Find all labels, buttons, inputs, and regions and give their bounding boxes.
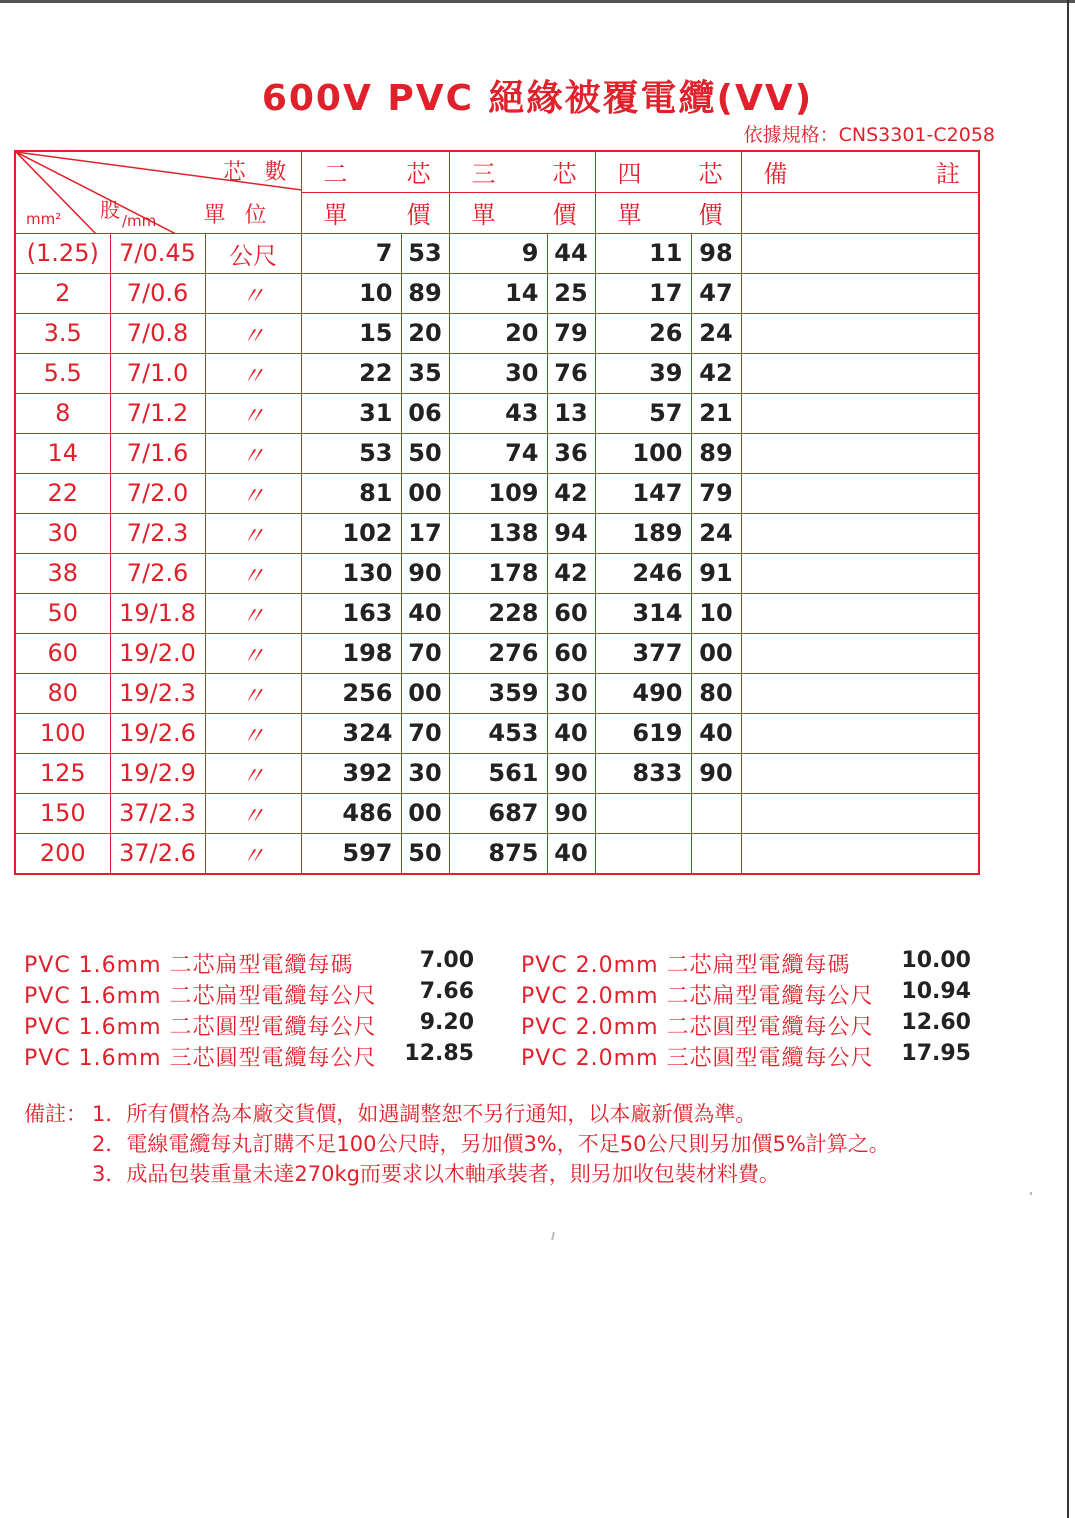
four-core-price-int: 619	[595, 713, 691, 753]
three-core-price-dec: 60	[547, 633, 595, 673]
row-unit: 〃	[205, 353, 301, 393]
row-strand: 19/2.3	[110, 673, 205, 713]
row-remarks	[741, 313, 979, 353]
extra-price: 7.00	[419, 948, 474, 973]
four-core-price-int: 490	[595, 673, 691, 713]
three-core-price-int: 359	[449, 673, 547, 713]
three-core-price-dec: 79	[547, 313, 595, 353]
unit-price-char-1: 單	[471, 201, 496, 229]
three-core-price-int: 228	[449, 593, 547, 633]
two-core-price-int: 130	[301, 553, 401, 593]
two-core-price-int: 53	[301, 433, 401, 473]
unit-price-char-2: 價	[698, 201, 723, 229]
header-diagonal-cell	[15, 151, 301, 233]
three-core-price-dec: 42	[547, 553, 595, 593]
four-core-price-int: 100	[595, 433, 691, 473]
header-two-core-char-1: 二	[323, 160, 348, 189]
row-remarks	[741, 353, 979, 393]
header-mm2-label: mm²	[26, 210, 62, 228]
header-three-core-char-1: 三	[471, 160, 496, 189]
extra-price: 12.60	[901, 1010, 971, 1035]
two-core-price-dec: 35	[401, 353, 449, 393]
three-core-price-int: 14	[449, 273, 547, 313]
scan-edge-top	[0, 0, 1075, 3]
three-core-price-int: 43	[449, 393, 547, 433]
header-cores-label: 芯 數	[223, 160, 293, 185]
two-core-price-dec: 00	[401, 673, 449, 713]
extra-row	[24, 1041, 984, 1072]
row-size: 150	[15, 793, 110, 833]
extra-label: PVC 2.0mm 二芯扁型電纜每碼	[521, 953, 851, 978]
four-core-price-int: 147	[595, 473, 691, 513]
scan-edge-right	[1067, 0, 1069, 1518]
extra-label: PVC 1.6mm 三芯圓型電纜每公尺	[24, 1046, 377, 1071]
two-core-price-int: 198	[301, 633, 401, 673]
two-core-price-int: 102	[301, 513, 401, 553]
row-size: 3.5	[15, 313, 110, 353]
four-core-price-int: 833	[595, 753, 691, 793]
row-unit: 公尺	[205, 233, 301, 273]
two-core-price-int: 256	[301, 673, 401, 713]
row-size: 100	[15, 713, 110, 753]
document-title: 600V PVC 絕緣被覆電纜(VV)	[261, 78, 814, 119]
row-strand: 7/2.6	[110, 553, 205, 593]
two-core-price-dec: 53	[401, 233, 449, 273]
three-core-price-int: 875	[449, 833, 547, 874]
four-core-price-dec	[691, 833, 741, 874]
header-three-core-char-2: 芯	[552, 160, 577, 189]
three-core-price-dec: 60	[547, 593, 595, 633]
price-rows	[15, 233, 979, 874]
extra-row	[24, 979, 984, 1010]
four-core-price-int: 314	[595, 593, 691, 633]
two-core-price-dec: 50	[401, 833, 449, 874]
row-size: 60	[15, 633, 110, 673]
two-core-price-dec: 00	[401, 473, 449, 513]
price-table	[14, 150, 980, 875]
three-core-price-int: 561	[449, 753, 547, 793]
row-strand: 19/2.0	[110, 633, 205, 673]
two-core-price-dec: 89	[401, 273, 449, 313]
table-row	[15, 473, 979, 513]
row-remarks	[741, 553, 979, 593]
three-core-price-int: 453	[449, 713, 547, 753]
table-row	[15, 713, 979, 753]
two-core-price-int: 15	[301, 313, 401, 353]
two-core-price-dec: 70	[401, 633, 449, 673]
three-core-price-int: 20	[449, 313, 547, 353]
two-core-price-int: 7	[301, 233, 401, 273]
four-core-price-dec: 80	[691, 673, 741, 713]
row-size: 14	[15, 433, 110, 473]
four-core-price-int: 57	[595, 393, 691, 433]
row-strand: 7/0.45	[110, 233, 205, 273]
header-two-core	[301, 151, 449, 192]
row-unit: 〃	[205, 673, 301, 713]
two-core-price-dec: 30	[401, 753, 449, 793]
row-size: 22	[15, 473, 110, 513]
four-core-price-dec: 47	[691, 273, 741, 313]
two-core-price-dec: 17	[401, 513, 449, 553]
two-core-price-int: 392	[301, 753, 401, 793]
row-unit: 〃	[205, 473, 301, 513]
extra-price: 7.66	[419, 979, 474, 1004]
note-item: 3．成品包裝重量未達270kg而要求以木軸承裝者，則另加收包裝材料費。	[92, 1162, 780, 1186]
row-strand: 19/1.8	[110, 593, 205, 633]
extra-label: PVC 2.0mm 二芯扁型電纜每公尺	[521, 984, 874, 1009]
note-line-1	[24, 1098, 1014, 1128]
table-row	[15, 273, 979, 313]
row-size: 2	[15, 273, 110, 313]
header-four-core-char-1: 四	[617, 160, 642, 189]
extra-label: PVC 1.6mm 二芯扁型電纜每碼	[24, 953, 354, 978]
row-remarks	[741, 393, 979, 433]
header-unit-label: 單 位	[203, 203, 273, 228]
header-three-core-unit-price	[449, 192, 595, 233]
four-core-price-int: 11	[595, 233, 691, 273]
row-strand: 7/2.3	[110, 513, 205, 553]
row-remarks	[741, 833, 979, 874]
table-row	[15, 233, 979, 273]
row-size: 200	[15, 833, 110, 874]
extra-price: 17.95	[901, 1041, 971, 1066]
note-item: 2．電線電纜每丸訂購不足100公尺時，另加價3%，不足50公尺則另加價5%計算之。	[92, 1132, 890, 1156]
three-core-price-dec: 42	[547, 473, 595, 513]
extra-label: PVC 1.6mm 二芯扁型電纜每公尺	[24, 984, 377, 1009]
unit-price-char-2: 價	[406, 201, 431, 229]
four-core-price-int: 189	[595, 513, 691, 553]
note-line-2	[24, 1128, 1014, 1158]
table-row	[15, 833, 979, 874]
three-core-price-dec: 40	[547, 833, 595, 874]
two-core-price-dec: 70	[401, 713, 449, 753]
two-core-price-int: 22	[301, 353, 401, 393]
three-core-price-int: 687	[449, 793, 547, 833]
row-size: (1.25)	[15, 233, 110, 273]
standard-reference: 依據規格：CNS3301-C2058	[743, 124, 995, 146]
four-core-price-dec: 79	[691, 473, 741, 513]
row-strand: 7/1.0	[110, 353, 205, 393]
four-core-price-dec: 24	[691, 313, 741, 353]
two-core-price-int: 163	[301, 593, 401, 633]
header-four-core	[595, 151, 741, 192]
row-strand: 7/2.0	[110, 473, 205, 513]
row-size: 5.5	[15, 353, 110, 393]
row-strand: 37/2.3	[110, 793, 205, 833]
row-size: 125	[15, 753, 110, 793]
four-core-price-dec: 91	[691, 553, 741, 593]
three-core-price-int: 30	[449, 353, 547, 393]
table-row	[15, 353, 979, 393]
row-size: 8	[15, 393, 110, 433]
row-unit: 〃	[205, 273, 301, 313]
table-row	[15, 633, 979, 673]
four-core-price-dec: 42	[691, 353, 741, 393]
three-core-price-dec: 44	[547, 233, 595, 273]
two-core-price-dec: 06	[401, 393, 449, 433]
three-core-price-dec: 40	[547, 713, 595, 753]
three-core-price-dec: 30	[547, 673, 595, 713]
extra-label: PVC 2.0mm 三芯圓型電纜每公尺	[521, 1046, 874, 1071]
four-core-price-dec: 10	[691, 593, 741, 633]
three-core-price-dec: 90	[547, 753, 595, 793]
notes-section	[24, 1098, 1014, 1188]
row-remarks	[741, 473, 979, 513]
header-remarks-blank	[741, 192, 979, 233]
four-core-price-int: 26	[595, 313, 691, 353]
four-core-price-dec: 90	[691, 753, 741, 793]
note-line-3	[24, 1158, 1014, 1188]
four-core-price-int: 39	[595, 353, 691, 393]
row-unit: 〃	[205, 313, 301, 353]
extra-price: 12.85	[404, 1041, 474, 1066]
row-remarks	[741, 513, 979, 553]
row-remarks	[741, 273, 979, 313]
two-core-price-dec: 50	[401, 433, 449, 473]
extra-label: PVC 2.0mm 二芯圓型電纜每公尺	[521, 1015, 874, 1040]
two-core-price-int: 324	[301, 713, 401, 753]
table-row	[15, 553, 979, 593]
extra-row	[24, 1010, 984, 1041]
row-remarks	[741, 233, 979, 273]
three-core-price-dec: 25	[547, 273, 595, 313]
row-strand: 7/1.2	[110, 393, 205, 433]
row-strand: 7/1.6	[110, 433, 205, 473]
two-core-price-int: 486	[301, 793, 401, 833]
row-strand: 7/0.8	[110, 313, 205, 353]
row-remarks	[741, 593, 979, 633]
three-core-price-int: 276	[449, 633, 547, 673]
table-row	[15, 793, 979, 833]
header-two-core-char-2: 芯	[406, 160, 431, 189]
four-core-price-int: 17	[595, 273, 691, 313]
four-core-price-int	[595, 833, 691, 874]
four-core-price-dec: 40	[691, 713, 741, 753]
note-item: 1．所有價格為本廠交貨價，如遇調整恕不另行通知，以本廠新價為準。	[92, 1102, 757, 1126]
row-remarks	[741, 793, 979, 833]
three-core-price-dec: 76	[547, 353, 595, 393]
row-unit: 〃	[205, 753, 301, 793]
row-unit: 〃	[205, 633, 301, 673]
extra-label: PVC 1.6mm 二芯圓型電纜每公尺	[24, 1015, 377, 1040]
row-remarks	[741, 753, 979, 793]
two-core-price-int: 31	[301, 393, 401, 433]
two-core-price-int: 10	[301, 273, 401, 313]
row-strand: 19/2.9	[110, 753, 205, 793]
row-strand: 19/2.6	[110, 713, 205, 753]
four-core-price-int: 377	[595, 633, 691, 673]
header-strand-label: 股	[100, 198, 120, 222]
row-unit: 〃	[205, 513, 301, 553]
table-row	[15, 753, 979, 793]
row-unit: 〃	[205, 793, 301, 833]
three-core-price-dec: 94	[547, 513, 595, 553]
table-row	[15, 393, 979, 433]
header-strand-unit: /mm	[122, 212, 157, 230]
extra-price: 10.94	[901, 979, 971, 1004]
two-core-price-int: 81	[301, 473, 401, 513]
header-remarks	[741, 151, 979, 192]
row-size: 80	[15, 673, 110, 713]
four-core-price-int	[595, 793, 691, 833]
header-four-core-unit-price	[595, 192, 741, 233]
three-core-price-dec: 90	[547, 793, 595, 833]
unit-price-char-1: 單	[323, 201, 348, 229]
table-row	[15, 433, 979, 473]
table-row	[15, 593, 979, 633]
row-unit: 〃	[205, 553, 301, 593]
two-core-price-dec: 20	[401, 313, 449, 353]
notes-heading: 備註：	[24, 1102, 87, 1126]
scan-speck	[551, 1232, 555, 1240]
three-core-price-int: 109	[449, 473, 547, 513]
row-remarks	[741, 713, 979, 753]
row-remarks	[741, 633, 979, 673]
four-core-price-int: 246	[595, 553, 691, 593]
table-row	[15, 513, 979, 553]
row-unit: 〃	[205, 833, 301, 874]
header-two-core-unit-price	[301, 192, 449, 233]
four-core-price-dec: 89	[691, 433, 741, 473]
row-unit: 〃	[205, 593, 301, 633]
three-core-price-dec: 36	[547, 433, 595, 473]
two-core-price-int: 597	[301, 833, 401, 874]
unit-price-char-1: 單	[617, 201, 642, 229]
table-row	[15, 673, 979, 713]
two-core-price-dec: 40	[401, 593, 449, 633]
three-core-price-int: 74	[449, 433, 547, 473]
four-core-price-dec: 21	[691, 393, 741, 433]
row-strand: 7/0.6	[110, 273, 205, 313]
three-core-price-dec: 13	[547, 393, 595, 433]
extra-price: 9.20	[419, 1010, 474, 1035]
row-unit: 〃	[205, 393, 301, 433]
row-remarks	[741, 673, 979, 713]
three-core-price-int: 178	[449, 553, 547, 593]
four-core-price-dec: 98	[691, 233, 741, 273]
header-four-core-char-2: 芯	[698, 160, 723, 189]
row-strand: 37/2.6	[110, 833, 205, 874]
row-size: 50	[15, 593, 110, 633]
row-unit: 〃	[205, 433, 301, 473]
three-core-price-int: 9	[449, 233, 547, 273]
row-remarks	[741, 433, 979, 473]
four-core-price-dec	[691, 793, 741, 833]
extra-price: 10.00	[901, 948, 971, 973]
two-core-price-dec: 90	[401, 553, 449, 593]
row-unit: 〃	[205, 713, 301, 753]
unit-price-char-2: 價	[552, 201, 577, 229]
table-row	[15, 313, 979, 353]
extra-products	[24, 948, 984, 1072]
two-core-price-dec: 00	[401, 793, 449, 833]
four-core-price-dec: 24	[691, 513, 741, 553]
three-core-price-int: 138	[449, 513, 547, 553]
header-remarks-char-1: 備	[763, 160, 788, 189]
header-three-core	[449, 151, 595, 192]
row-size: 30	[15, 513, 110, 553]
four-core-price-dec: 00	[691, 633, 741, 673]
scan-speck	[1030, 1192, 1032, 1195]
row-size: 38	[15, 553, 110, 593]
extra-row	[24, 948, 984, 979]
header-remarks-char-2: 註	[936, 160, 960, 189]
